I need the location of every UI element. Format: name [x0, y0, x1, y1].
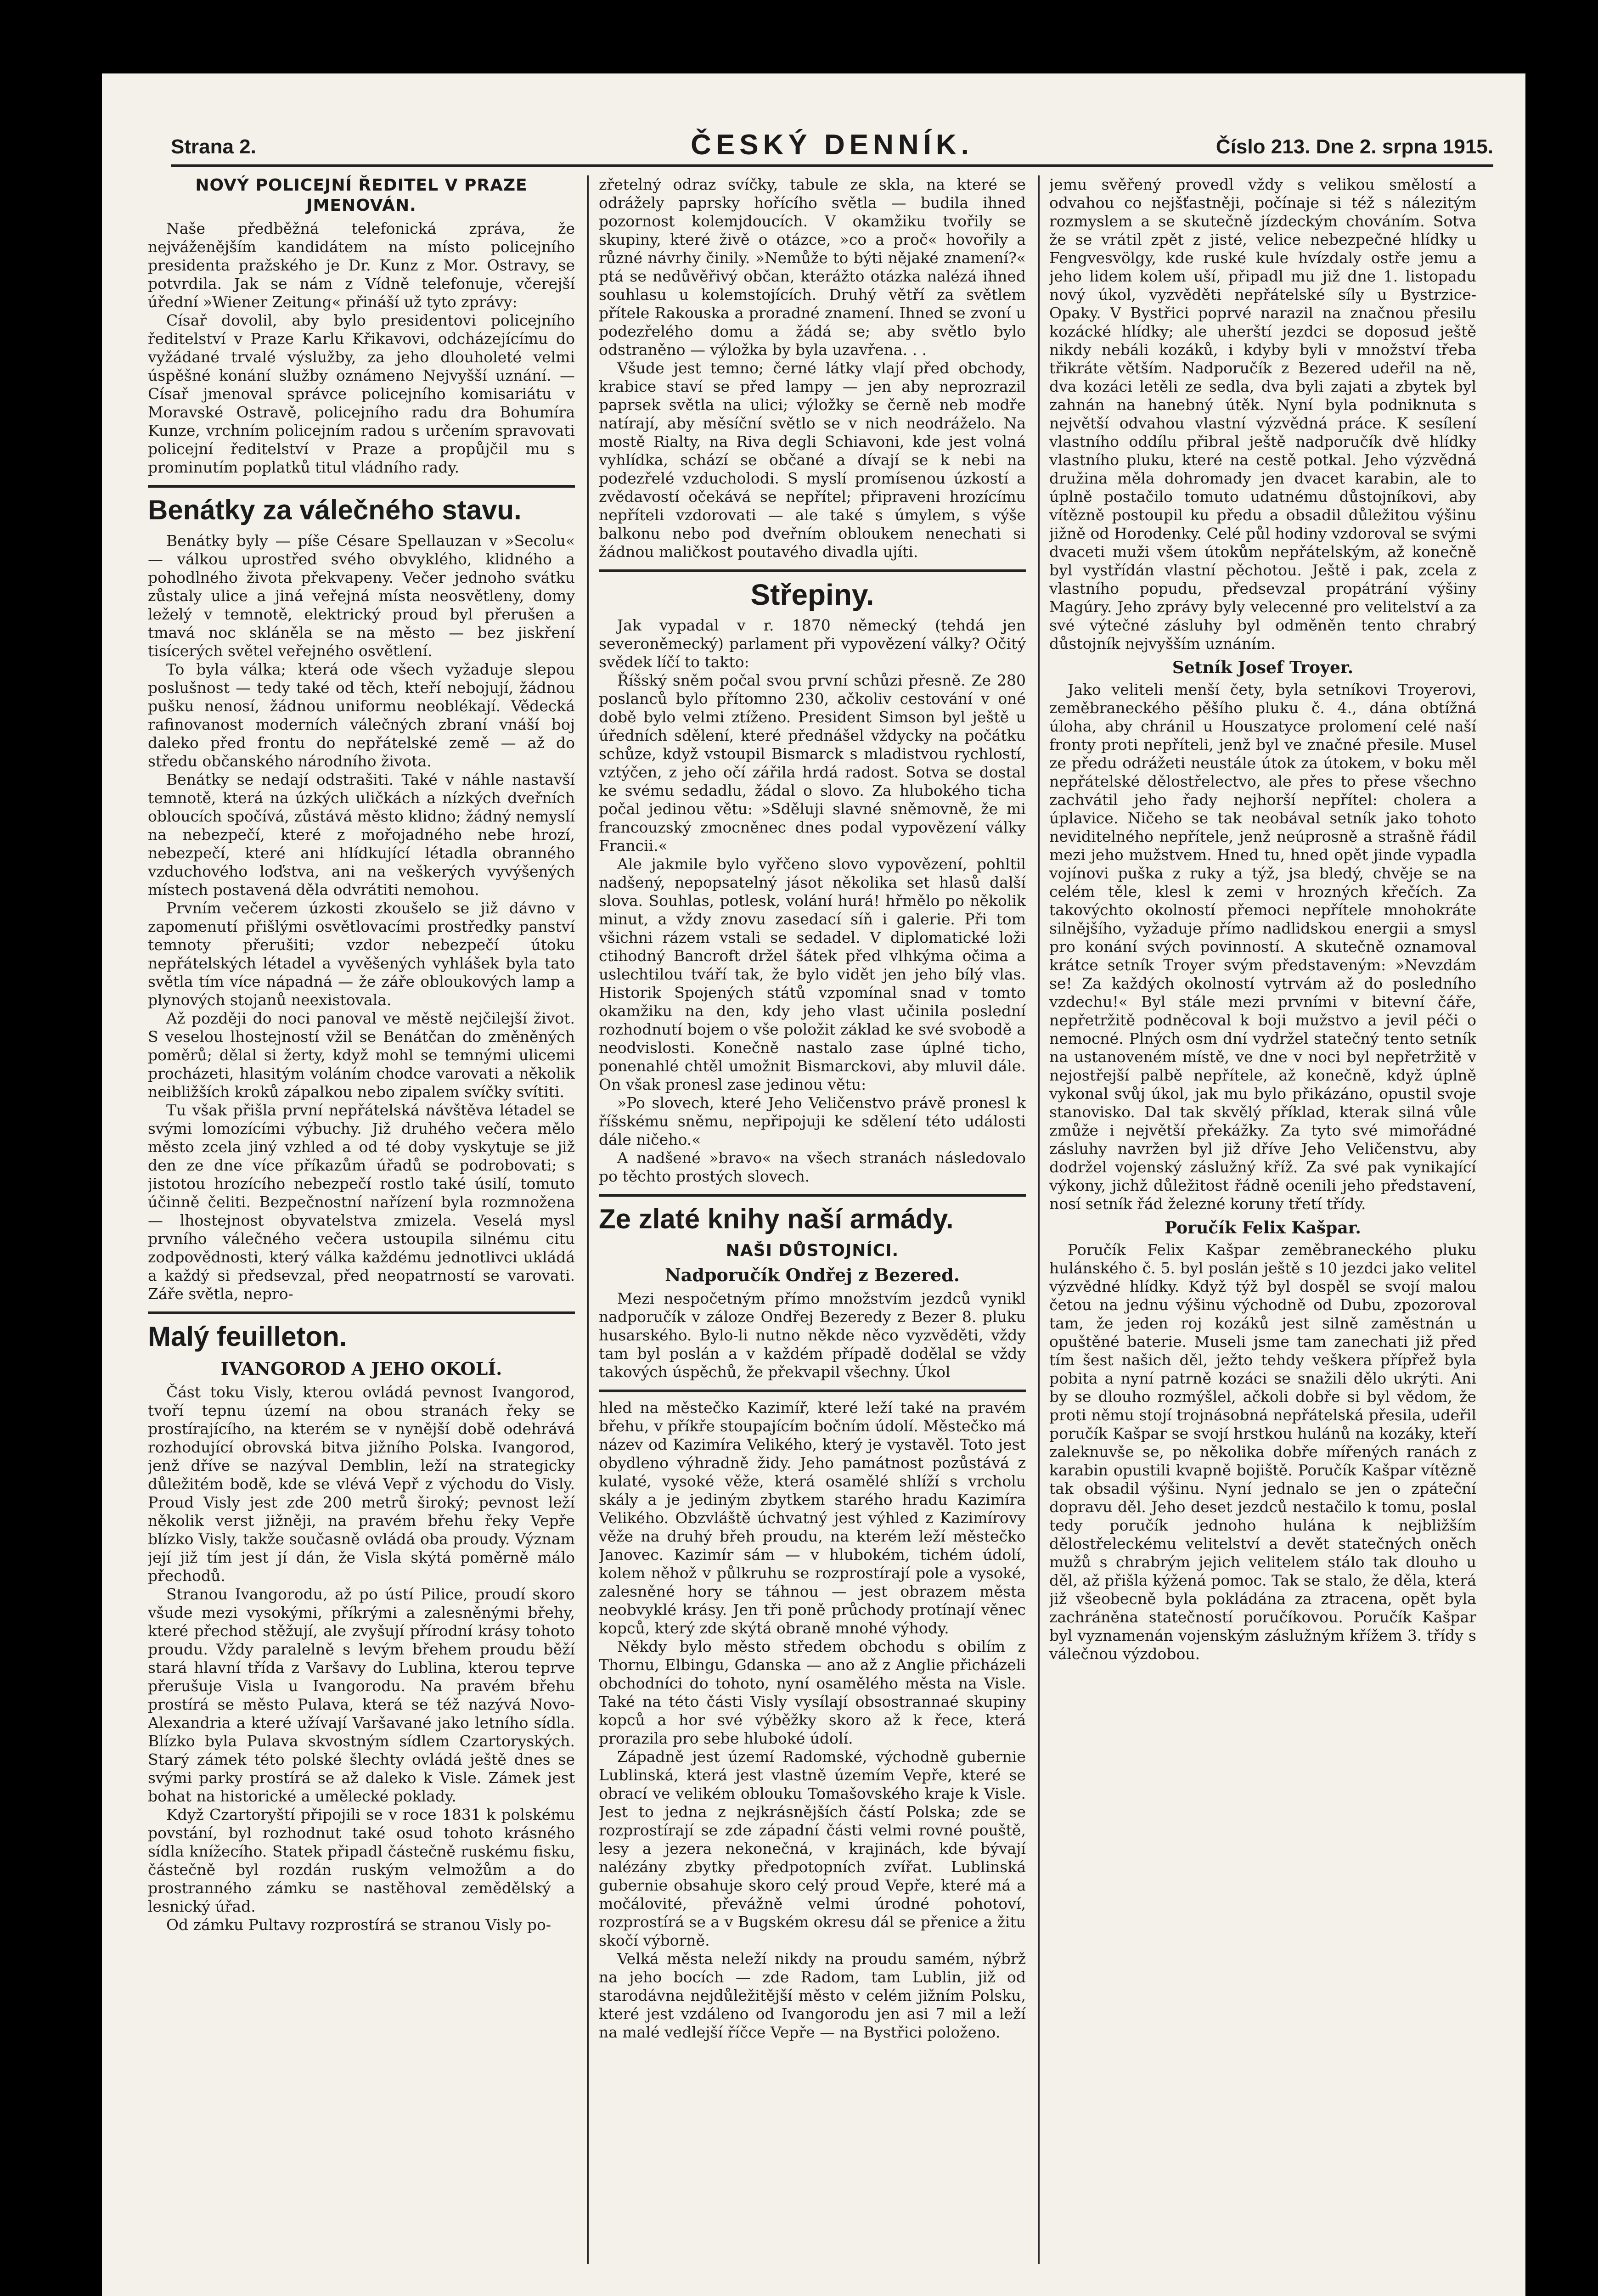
article-golden-book-continued	[1049, 175, 1476, 1663]
paragraph: Mezi nespočetným přímo množstvím jezdců vynikl nadporučík v záloze Ondřej Bezeredy z Bezer 8. pluku husarského. Bylo-li nutno někde něco vyzvěděti, vždy tam byl poslán a v každém případě dodělal se vždy takových úspěchů, že překvapil všechny. Úkol	[599, 1289, 1026, 1381]
masthead	[171, 122, 1493, 163]
feuilleton-subtitle: IVANGOROD A JEHO OKOLÍ.	[220, 1358, 502, 1379]
paragraph: zřetelný odraz svíčky, tabule ze skla, na které se odrážely paprsky hořícího světla — budila ihned pozornost kolemjdoucích. V okamžiku tvořily se skupiny, které živě o otázce, »co a proč« hovořily a různé návrhy činily. »Nemůže to býti nějaké znamení?« ptá se nedůvěřivý občan, kterážto otázka nalézá ihned souhlasu u kolemstojících. Druhý větří za světlem přítele Rakouska a proradné znamení. Ihned se zvoní u podezřelého domu a žádá se; aby světlo bylo odstraněno — výložka by byla uzavřena. . .	[599, 175, 1026, 359]
paragraph: Všude jest temno; černé látky vlají před obchody, krabice staví se před lampy — jen aby neprozrazil paprsek světla na ulici; výložky se černě neb modře natírají, aby měsíční světlo se v nich neodráželo. Na mostě Rialty, na Riva degli Schiavoni, kde jest volná vyhlídka, schází se občané a dívají se k nebi na podezřelé vzducholodi. S myslí promísenou úzkostí a zvědavostí očekává se nepřítel; připraveni hrozícímu nepříteli vzdorovati — ale také s úmylem, s výše balkonu nebo pod dveřním obloukem nenechati si žádnou maličkost poutavého divadla ujíti.	[599, 359, 1026, 561]
article-subheading: NAŠI DŮSTOJNÍCI.	[726, 1241, 899, 1260]
article-headline: Benátky za válečného stavu.	[148, 495, 522, 525]
column-divider	[587, 175, 589, 2264]
article-strepiny	[599, 579, 1026, 1186]
page-number: Strana 2.	[171, 135, 256, 158]
paragraph: Stranou Ivangorodu, až po ústí Pilice, proudí skoro všude mezi vysokými, příkrými a zalesněnými břehy, které přechod stěžují, ale zvyšují přírodní krásy tohoto proudu. Vždy paralelně s levým břehem proudu běží stará hlavní třída z Varšavy do Lublina, kterou teprve přerušuje Visla u Ivangorodu. Na pravém břehu prostírá se město Pulava, která se též nazývá Novo-Alexandria a které užívají Varšavané jako letního sídla. Blízko byla Pulava skvostným sídlem Czartoryských. Starý zámek této polské šlechty ovládá ještě dnes se svými parky prostírá se až daleko k Visle. Zámek jest bohat na historické a umělecké poklady.	[148, 1585, 575, 1805]
paragraph: A nadšené »bravo« na všech stranách následovalo po těchto prostých slovech.	[599, 1149, 1026, 1185]
section-rule	[599, 1194, 1026, 1197]
section-rule	[599, 569, 1026, 572]
officer-name: Nadporučík Ondřej z Bezered.	[665, 1265, 960, 1285]
feuilleton-continued	[599, 1399, 1026, 2042]
paragraph: Část toku Visly, kterou ovládá pevnost Ivangorod, tvoří tepnu území na obou stranách řeky se prostírajícího, na kterém se v nynější době odehrává rozhodující obrovská bitva jižního Polska. Ivangorod, jenž dříve se nazýval Demblin, leží na strategicky důležitém bodě, kde se vlévá Vepř z východu do Visly. Proud Visly jest zde 200 metrů široký; pevnost leží několik verst jižněji, na pravém břehu řeky Vepře blízko Visly, takže současně ovládá oba proudy. Význam její již tím jest jí dán, že Visla skýtá poměrně málo přechodů.	[148, 1383, 575, 1585]
article-police-director	[148, 175, 575, 477]
issue-date: Číslo 213. Dne 2. srpna 1915.	[1215, 135, 1493, 158]
paragraph: Velká města neleží nikdy na proudu samém, nýbrž na jeho bocích — zde Radom, tam Lublin, již od starodávna nejdůležitější město v celém jižním Polsku, které jest vzdáleno od Ivangorodu jen asi 7 mil a leží na malé vedlejší říčce Vepře — na Bystřici položeno.	[599, 1950, 1026, 2041]
paragraph: Jak vypadal v r. 1870 německý (tehdá jen severoněmecký) parlament při vypovězení války? Očitý svědek líčí to takto:	[599, 616, 1026, 671]
paragraph: Ale jakmile bylo vyřčeno slovo vypovězení, pohltil nadšený, nepopsatelný jásot několika set hlasů další slova. Souhlas, potlesk, volání hurá! hřmělo po několik minut, a vždy znovu zasedací síň i galerie. Při tom všichni rázem vstali se sedadel. V diplomatické loži ctihodný Bancroft držel šátek před vlhkýma očima a uslechtilou tváří tak, že bylo vidět jen jeho bílý vlas. Historik Spojených států vzpomínal snad v tomto okamžiku na den, kdy jeho vlast učinila poslední rozhodnutí bojem o vše položit základ ke své svobodě a neodvislosti. Konečně nastalo zase úplné ticho, ponenahlé chtěl umožnit Bismarckovi, aby mluvil dále. On však pronesl zase jedinou větu:	[599, 855, 1026, 1093]
paragraph: Když Czartoryští připojili se v roce 1831 k polskému povstání, byl rozhodnut také osud tohoto krásného sídla knížecího. Statek připadl částečně ruskému fisku, částečně byl rozdán ruským velmožům a do prostranného zámku se nastěhoval zemědělský a lesnický úřad.	[148, 1806, 575, 1915]
paragraph: Až později do noci panoval ve městě nejčilejší život. S veselou lhostejností vžil se Benátčan do změněných poměrů; dělal si žerty, když mohl se temnými ulicemi procházeti, hlasitým voláním chodce varovati a několik neibližších kroků zápalkou nebo zipalem svíčky svítiti.	[148, 1009, 575, 1101]
column-3	[1049, 175, 1476, 2268]
paragraph: Benátky se nedají odstrašiti. Také v náhle nastavší temnotě, která na úzkých uličkách a nízkých dveřních obloucích spočívá, zůstává město klidno; žádný nemyslí na nebezpečí, které z mořojadného nebe hrozí, nebezpečí, které ani hlídkující létadla obranného vzduchového loďstva, ani na veškerých vyvýšených místech postavená děla odvrátiti nemohou.	[148, 771, 575, 899]
paragraph: Benátky byly — píše Césare Spellauzan v »Secolu« — válkou uprostřed svého obvyklého, klidného a pohodlného života překvapeny. Večer jednoho svátku zůstaly ulice a jiná veřejná místa neosvětleny, domy leželý v temnotě, elektrický proud byl přerušen a tmavá noc skláněla se na město — bez jiskření tisícerých světel veřejného osvětlení.	[148, 532, 575, 660]
article-venice-continued	[599, 175, 1026, 561]
paragraph: Prvním večerem úzkosti zkoušelo se již dávno v zapomenutí přišlými osvětlovacími prostředky panství temnoty přerušiti; vzdor nebezpečí útoku nepřátelských létadel a vyvěšených vyhlášek byla tato světla tím více nápadná — že záře obloukových lamp a plynových stojanů neexistovala.	[148, 899, 575, 1009]
paragraph: hled na městečko Kazimíř, které leží také na pravém břehu, v příkře stoupajícím bočním údolí. Městečko má název od Kazimíra Velikého, který je vystavěl. Toto jest obydleno výhradně židy. Jeho památnost pozůstává z kulaté, vysoké věže, která osamělé shlíží s vrcholu skály a je jediným zbytkem starého hradu Kazimíra Velikého. Obzvláště úchvatný jest výhled z Kazimírovy věže na druhý břeh proudu, na kterém leží městečko Janovec. Kazimír sám — v hlubokém, tichém údolí, kolem něhož v půlkruhu se rozprostírají pole a vysoké, zalesněné hory se táhnou — jest obrazem města neobvyklé krásy. Jen tři poně průchody protínají věnec kopců, který zde skýtá obraně mnohé výhody.	[599, 1399, 1026, 1637]
column-1	[148, 175, 575, 2268]
paragraph: Od zámku Pultavy rozprostírá se stranou Visly po-	[166, 1916, 551, 1934]
feuilleton	[148, 1321, 575, 1934]
paragraph: Západně jest území Radomské, východně gubernie Lublinská, která jest vlastně územím Vepře, které se obrací ve velikém oblouku Tomašovského kraje k Visle. Jest to jedna z nejkrásnějších částí Polska; zde se rozprostírají se zde západní části velmi rovné pouště, lesy a jezera nekonečná, v krajinách, kde bývají nalézány zbytky předpotopních zvířat. Lublinská gubernie obsahuje skoro celý proud Vepře, které má a močálovité, převážně velmi úrodné pohotoví, rozprostírá se a v Bugském okresu dál se přenice a žitu skočí výborně.	[599, 1748, 1026, 1949]
officer-name: Poručík Felix Kašpar.	[1165, 1218, 1361, 1238]
newspaper-title: ČESKÝ DENNÍK.	[691, 129, 973, 161]
feuilleton-headline: Malý feuilleton.	[148, 1321, 347, 1352]
paragraph: »Po slovech, které Jeho Veličenstvo právě pronesl k říšskému sněmu, nepřipojuji ke sdělení této události dále ničeho.«	[599, 1094, 1026, 1148]
paragraph: Říšský sněm počal svou první schůzi přesně. Ze 280 poslanců bylo přítomno 230, ačkoliv cestování v oné době bylo velmi ztíženo. President Simson byl ještě u úředních sdělení, které přednášel vždycky na počátku schůze, když vstoupil Bismarck s mladistvou rychlostí, vztýčen, z jeho očí zářila hrdá radost. Sotva se dostal ke svému sedadlu, žádal o slovo. Za hlubokého ticha počal jedinou větu: »Sděluji slavné sněmovně, že mi francouzský zmocněnec dnes podal vypovězení války Francii.«	[599, 671, 1026, 855]
article-headline: NOVÝ POLICEJNÍ ŘEDITEL V PRAZE JMENOVÁN.	[195, 176, 528, 215]
masthead-rule	[171, 164, 1493, 167]
paragraph: To byla válka; která ode všech vyžaduje slepou poslušnost — tedy také od těch, kteří nebojují, žádnou pušku nenosí, žádnou uniformu neoblékají. Vědecká rafinovanost moderních válečných zbraní vnáší boj daleko před frontu do nepřátelské země — až do středu občanského národního života.	[148, 660, 575, 770]
article-venice	[148, 494, 575, 1303]
officer-name: Setník Josef Troyer.	[1172, 658, 1354, 677]
section-rule	[148, 485, 575, 488]
column-2	[599, 175, 1026, 2268]
section-rule	[148, 1311, 575, 1314]
paragraph: Poručík Felix Kašpar zeměbraneckého pluku hulánského č. 5. byl poslán ještě s 10 jezdci jako velitel výzvědné hlídky. Když týž byl dospěl se svojí malou četou na jednu výšinu východně od Dubu, zpozoroval tam, že jeden roj kozáků jest silně zaměstnán u opuštěné baterie. Museli jsme tam zanechati již před tím šest našich děl, ježto tehdy veškera přípřež byla pobita a nyní patrně kozáci se snažili dělo ukrýti. Ani by se dlouho rozmýšlel, ačkoli dobře si byl vědom, že proti němu stojí trojnásobná nepřátelská přesila, udeřil poručík Kašpar se svojí hrstkou hulánů na kozáky, kteří zaleknuvše se, po několika dobře mířených ranách z karabin opustili kvapně bojiště. Poručík Kašpar vítězně tak obsadil výšinu. Nyní jednalo se jen o zpáteční dopravu děl. Jeho deset jezdců nestačilo k tomu, poslal tedy poručík jednoho hulána k nejbližším dělostřeleckému velitelství a devět statečných oněch mužů s chrabrým jejich velitelem stálo tak dlouho u děl, až přišla kýžená pomoc. Tak se stalo, že děla, která již všeobecně byla pokládána za ztracena, opět byla zachráněna statečností poručíkovou. Poručík Kašpar byl vyznamenán vojenským záslužným křížem 3. třídy s válečnou výzdobou.	[1049, 1241, 1476, 1663]
paragraph: Tu však přišla první nepřátelská návštěva létadel se svými lomozícími výbuchy. Již druhého večera mělo město zcela jiný vzhled a od té doby vyskytuje se již den ze dne více příkazům úřadů se podrobovati; s jistotou hrozícího nebezpečí rostlo také úsilí, tomuto účinně čeliti. Bezpečnostní nařízení byla rozmnožena — lhostejnost obyvatelstva zmizela. Veselá mysl prvního válečného večera ustoupila silnému citu zodpovědnosti, který válka každému jednotlivci ukládá a každý si předsevzal, před neopatrností se varovati. Záře světla, nepro-	[148, 1101, 575, 1303]
paragraph: Naše předběžná telefonická zpráva, že nejváženějším kandidátem na místo policejního presidenta pražského je Dr. Kunz z Mor. Ostravy, se potvrdila. Jak se nám z Vídně telefonuje, včerejší úřední »Wiener Zeitung« přináší už tyto zprávy:	[148, 219, 575, 311]
paragraph: jemu svěřený provedl vždy s velikou smělostí a odvahou co nejšťastněji, počínaje si též s nálezitým rozmyslem a se skutečně jízdeckým chováním. Sotva že se vrátil zpět z jisté, velice nebezpečné hlídky u Fengvesvölgy, kde ruské kule hvízdaly ostře jemu a jeho lidem kolem uší, připadl mu již dne 1. listopadu nový úkol, vyzvěděti nepřátelské síly u Bystrzice-Opaky. V Bystřici poprvé narazil na značnou přesilu kozácké hlídky; ale uherští jezdci se doposud ještě nikdy nebáli kozáků, i kdyby byli v množství třeba třikráte větším. Nadporučík z Bezered udeřil na ně, dva kozáci letěli ze sedla, dva byli zajati a zbytek byl zahnán na hanebný útěk. Nyní byla podniknuta s největší odvahou vlastní výzvědná práce. K sesílení vlastního oddílu přibral ještě nadporučík dvě hlídky vlastního pluku, které na cestě potkal. Jeho výzvědná družina měla dohromady jen dvacet karabin, ale to úplně postačilo tomuto udatnému důstojníkovi, aby vítězně postoupil ku předu a obsadil důležitou výšinu jižně od Horodenky. Celé půl hodiny vzdoroval se svými dvaceti muži všem útokům nepřátelským, až konečně byl vystřídán vlastní pěchotou. Ještě i pak, zcela z vlastního popudu, předsevzal propátrání výšiny Magúry. Jeho zprávy byly velecenné pro velitelství a za své výtečné zásluhy byl odměněn tento chrabrý důstojník nejvyšším uznáním.	[1049, 175, 1476, 653]
newspaper-page	[102, 73, 1525, 2296]
paragraph: Někdy bylo město středem obchodu s obilím z Thornu, Elbingu, Gdanska — ano až z Anglie přicházeli obchodníci do tohoto, nyní osamělého města na Visle. Také na této části Visly vysílají obsostrannaé skupiny kopců a hor své výběžky skoro až k řece, která prorazila pro sebe hluboké údolí.	[599, 1638, 1026, 1747]
article-golden-book	[599, 1203, 1026, 1381]
section-rule	[599, 1390, 1026, 1392]
column-divider	[1038, 175, 1040, 2264]
article-headline: Střepiny.	[750, 578, 874, 611]
paragraph: Císař dovolil, aby bylo presidentovi policejního ředitelství v Praze Karlu Křikavovi, odcházejícímu do vyžádané trvalé výslužby, za jeho dlouholeté velmi úspěšné konání služby oznámeno Nejvyšší uznání. — Císař jmenoval správce policejního komisariátu v Moravské Ostravě, policejního radu dra Bohumíra Kunze, vrchním policejním radou s určením spravovati policejní ředitelství v Praze a propůjčil mu s prominutím poplatků titul vládního rady.	[148, 311, 575, 476]
article-headline: Ze zlaté knihy naší armády.	[599, 1204, 954, 1234]
paragraph: Jako veliteli menší čety, byla setníkovi Troyerovi, zeměbraneckého pěšího pluku č. 4., dána obtížná úloha, aby chránil u Houszatyce prolomení celé naší fronty proti nepříteli, jenž byl ve značné přesile. Musel ze předu odrážeti neustále útok za útokem, v boku měl nepřátelské dělostřelectvo, ale přes to přese všechno zachvátil jeho řady nejhorší nepřítel: cholera a úplavice. Ničeho se tak neobával setník jako tohoto neviditelného nepřítele, jenž neúprosně a strašně řádil mezi jeho mužstvem. Hned tu, hned opět jinde vypadla vojínovi puška z ruky a týž, jsa bledý, chvěje se na celém těle, klesl k zemi v hrozných křečích. Za takovýchto okolností přemoci nepřítele mnohokráte silnějšího, vyžaduje přímo nadlidskou energii a smysl pro konání svých povinností. A skutečně oznamoval krátce setník Troyer svým představeným: »Nevzdám se! Za každých okolností vytrvám až do posledního vzdechu!« Byl stále mezi prvními v bitevní čáře, nepřetržitě podněcoval k boji mužstvo a jevil péči o nemocné. Plných osm dní vydržel statečný tento setník na ustanoveném místě, ve dne v noci byl nepřetržitě v nejostřejší palbě nepřítele, až konečně, když úplně vykonal svůj úkol, jak mu bylo přikázáno, opustil svoje stanovisko. Dal tak skvělý příklad, kterak silná vůle zmůže i největší překážky. Za tyto své mimořádné zásluhy navržen byl již dříve Jeho Veličenstvu, aby dodržel vojenský záslužný kříž. Za své pak vynikající výkony, jichž důležitost řádně ocenili jeho představení, nosí setník řád železné koruny třetí třídy.	[1049, 681, 1476, 1213]
